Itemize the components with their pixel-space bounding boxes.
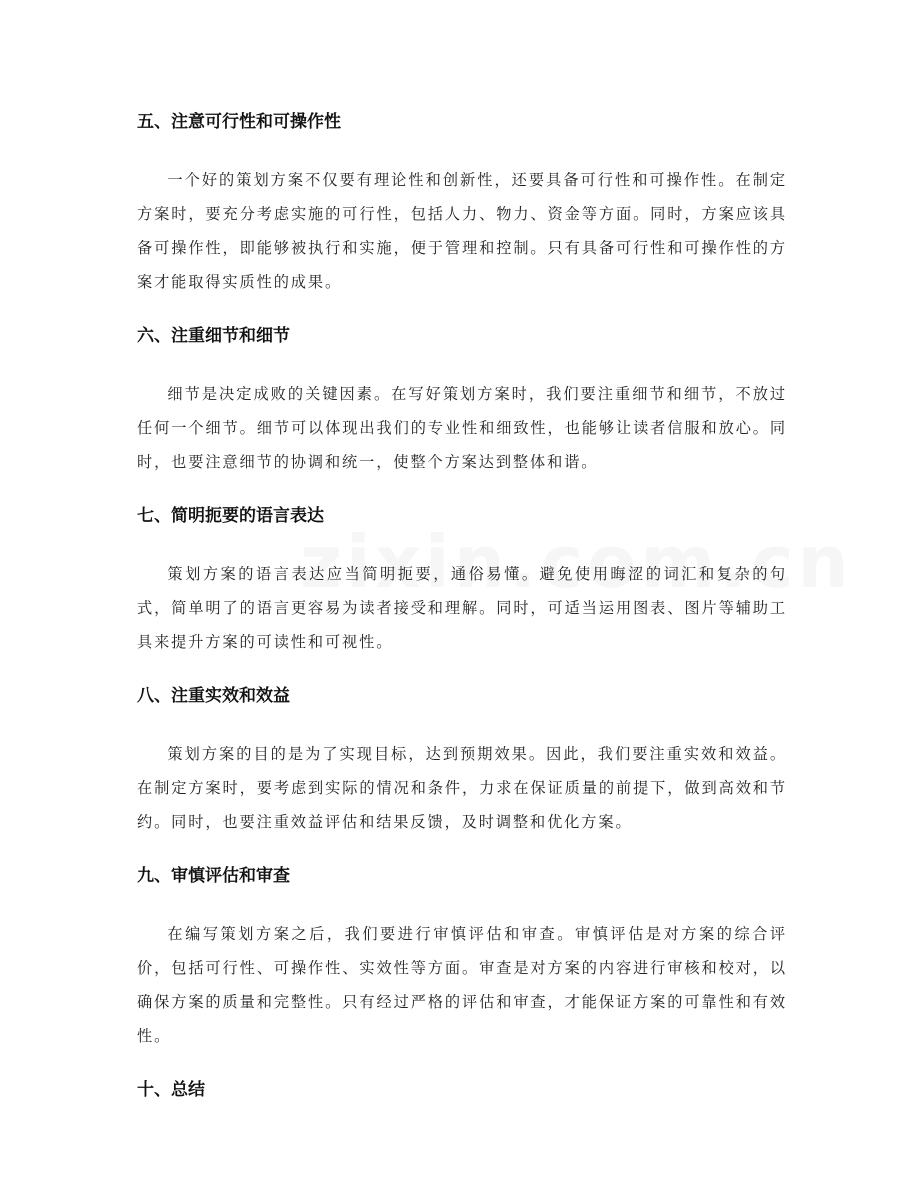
section-heading: 十、总结 — [137, 1080, 205, 1100]
section-heading: 六、注重细节和细节 — [137, 326, 290, 346]
section-8 — [137, 681, 787, 839]
document-body — [137, 107, 787, 1105]
section-heading: 九、审慎评估和审查 — [137, 866, 290, 886]
section-5 — [137, 107, 787, 299]
section-paragraph: 策划方案的语言表达应当简明扼要，通俗易懂。避免使用晦涩的词汇和复杂的句式，简单明了的语言更容易为读者接受和理解。同时，可适当运用图表、图片等辅助工具来提升方案的可读性和可视性。 — [137, 565, 787, 651]
section-7 — [137, 501, 787, 659]
section-10 — [137, 1075, 787, 1105]
section-paragraph: 细节是决定成败的关键因素。在写好策划方案时，我们要注重细节和细节，不放过任何一个细节。细节可以体现出我们的专业性和细致性，也能够让读者信服和放心。同时，也要注意细节的协调和统一，使整个方案达到整体和谐。 — [137, 385, 787, 471]
section-heading: 五、注意可行性和可操作性 — [137, 112, 341, 132]
section-9 — [137, 861, 787, 1053]
section-paragraph: 策划方案的目的是为了实现目标，达到预期效果。因此，我们要注重实效和效益。在制定方案时，要考虑到实际的情况和条件，力求在保证质量的前提下，做到高效和节约。同时，也要注重效益评估和结果反馈，及时调整和优化方案。 — [137, 745, 787, 831]
section-6 — [137, 321, 787, 479]
section-heading: 八、注重实效和效益 — [137, 686, 290, 706]
section-paragraph: 一个好的策划方案不仅要有理论性和创新性，还要具备可行性和可操作性。在制定方案时，要充分考虑实施的可行性，包括人力、物力、资金等方面。同时，方案应该具备可操作性，即能够被执行和实施，便于管理和控制。只有具备可行性和可操作性的方案才能取得实质性的成果。 — [137, 171, 787, 291]
section-heading: 七、简明扼要的语言表达 — [137, 506, 324, 526]
section-paragraph: 在编写策划方案之后，我们要进行审慎评估和审查。审慎评估是对方案的综合评价，包括可行性、可操作性、实效性等方面。审查是对方案的内容进行审核和校对，以确保方案的质量和完整性。只有经过严格的评估和审查，才能保证方案的可靠性和有效性。 — [137, 925, 787, 1045]
